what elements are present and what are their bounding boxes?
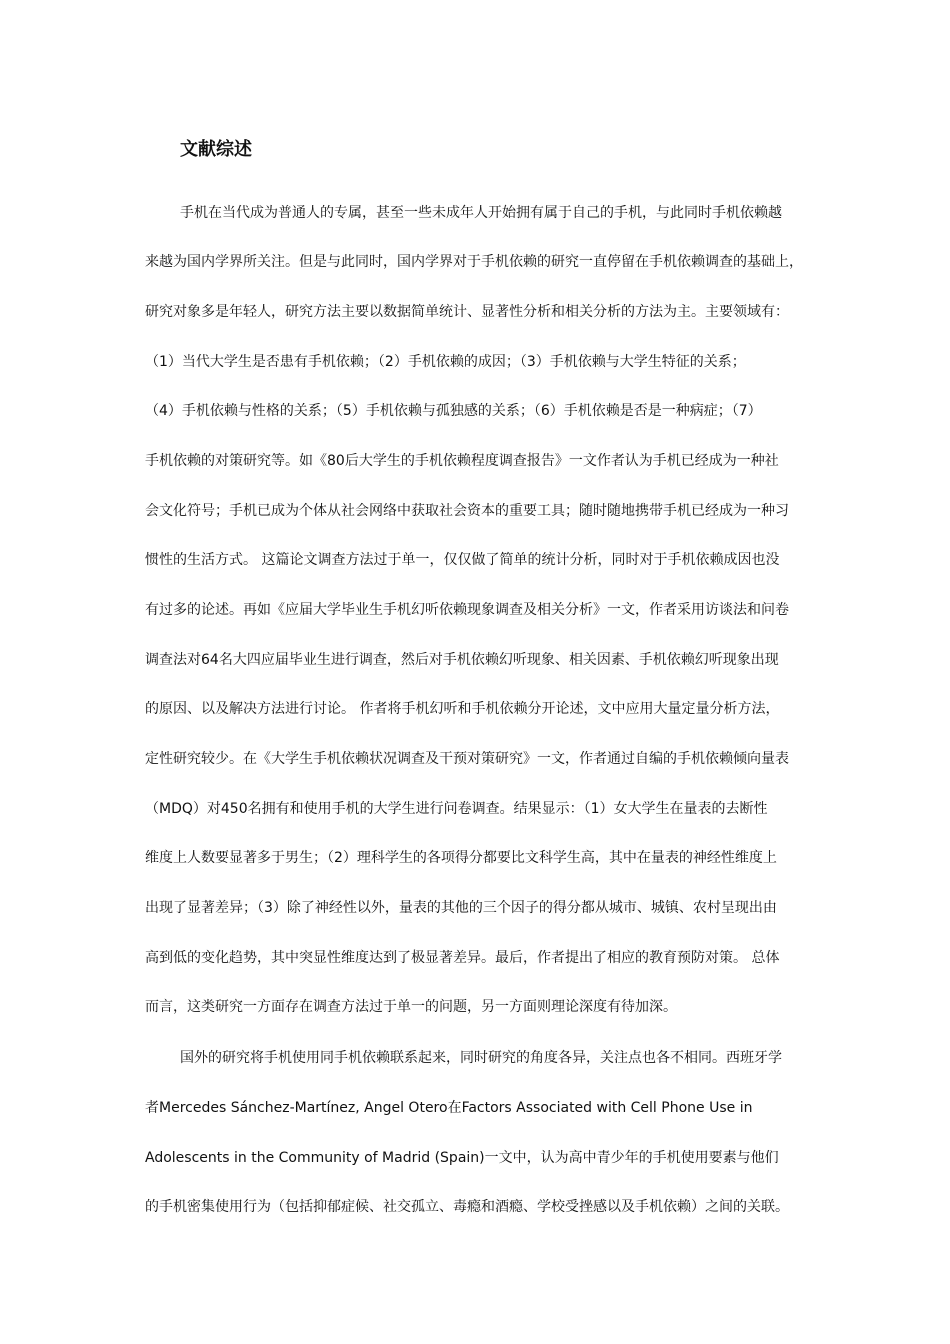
paragraph-line: 者Mercedes Sánchez-Martínez, Angel Otero在Factors Associated with Cell Phone Use in xyxy=(145,1100,753,1116)
paragraph-line: 惯性的生活方式。 这篇论文调查方法过于单一，仅仅做了简单的统计分析，同时对于手机依赖成因也没 xyxy=(145,552,780,568)
paragraph-line: （1）当代大学生是否患有手机依赖；（2）手机依赖的成因；（3）手机依赖与大学生特征的关系； xyxy=(145,354,746,370)
paragraph-line: 定性研究较少。在《大学生手机依赖状况调查及干预对策研究》一文，作者通过自编的手机依赖倾向量表 xyxy=(145,751,789,767)
section-heading: 文献综述 xyxy=(180,139,252,160)
paragraph-line: 国外的研究将手机使用同手机依赖联系起来，同时研究的角度各异，关注点也各不相同。西班牙学 xyxy=(180,1050,782,1066)
paragraph-line: Adolescents in the Community of Madrid (Spain)一文中，认为高中青少年的手机使用要素与他们 xyxy=(145,1150,779,1166)
paragraph-line: （4）手机依赖与性格的关系；（5）手机依赖与孤独感的关系；（6）手机依赖是否是一种病症；（7） xyxy=(145,403,762,419)
paragraph-line: 手机依赖的对策研究等。如《80后大学生的手机依赖程度调查报告》一文作者认为手机已经成为一种社 xyxy=(145,453,779,469)
paragraph-line: 来越为国内学界所关注。但是与此同时，国内学界对于手机依赖的研究一直停留在手机依赖调查的基础上， xyxy=(145,254,803,270)
paragraph-line: 而言，这类研究一方面存在调查方法过于单一的问题，另一方面则理论深度有待加深。 xyxy=(145,999,677,1015)
paragraph-line: 会文化符号；手机已成为个体从社会网络中获取社会资本的重要工具；随时随地携带手机已经成为一种习 xyxy=(145,503,789,519)
paragraph-line: 调查法对64名大四应届毕业生进行调查，然后对手机依赖幻听现象、相关因素、手机依赖幻听现象出现 xyxy=(145,652,779,668)
paragraph-line: （MDQ）对450名拥有和使用手机的大学生进行问卷调查。结果显示：（1）女大学生在量表的去断性 xyxy=(145,801,768,817)
paragraph-line: 的原因、以及解决方法进行讨论。 作者将手机幻听和手机依赖分开论述，文中应用大量定量分析方法， xyxy=(145,701,780,717)
paragraph-line: 手机在当代成为普通人的专属，甚至一些未成年人开始拥有属于自己的手机，与此同时手机依赖越 xyxy=(180,205,782,221)
paragraph-line: 维度上人数要显著多于男生；（2）理科学生的各项得分都要比文科学生高，其中在量表的神经性维度上 xyxy=(145,850,777,866)
paragraph-line: 高到低的变化趋势，其中突显性维度达到了极显著差异。最后，作者提出了相应的教育预防对策。 总体 xyxy=(145,950,780,966)
paragraph-line: 的手机密集使用行为（包括抑郁症候、社交孤立、毒瘾和酒瘾、学校受挫感以及手机依赖）之间的关联。 xyxy=(145,1199,789,1215)
paragraph-line: 出现了显著差异；（3）除了神经性以外，量表的其他的三个因子的得分都从城市、城镇、农村呈现出由 xyxy=(145,900,777,916)
paragraph-line: 研究对象多是年轻人，研究方法主要以数据简单统计、显著性分析和相关分析的方法为主。主要领域有： xyxy=(145,304,789,320)
paragraph-line: 有过多的论述。再如《应届大学毕业生手机幻听依赖现象调查及相关分析》一文，作者采用访谈法和问卷 xyxy=(145,602,789,618)
